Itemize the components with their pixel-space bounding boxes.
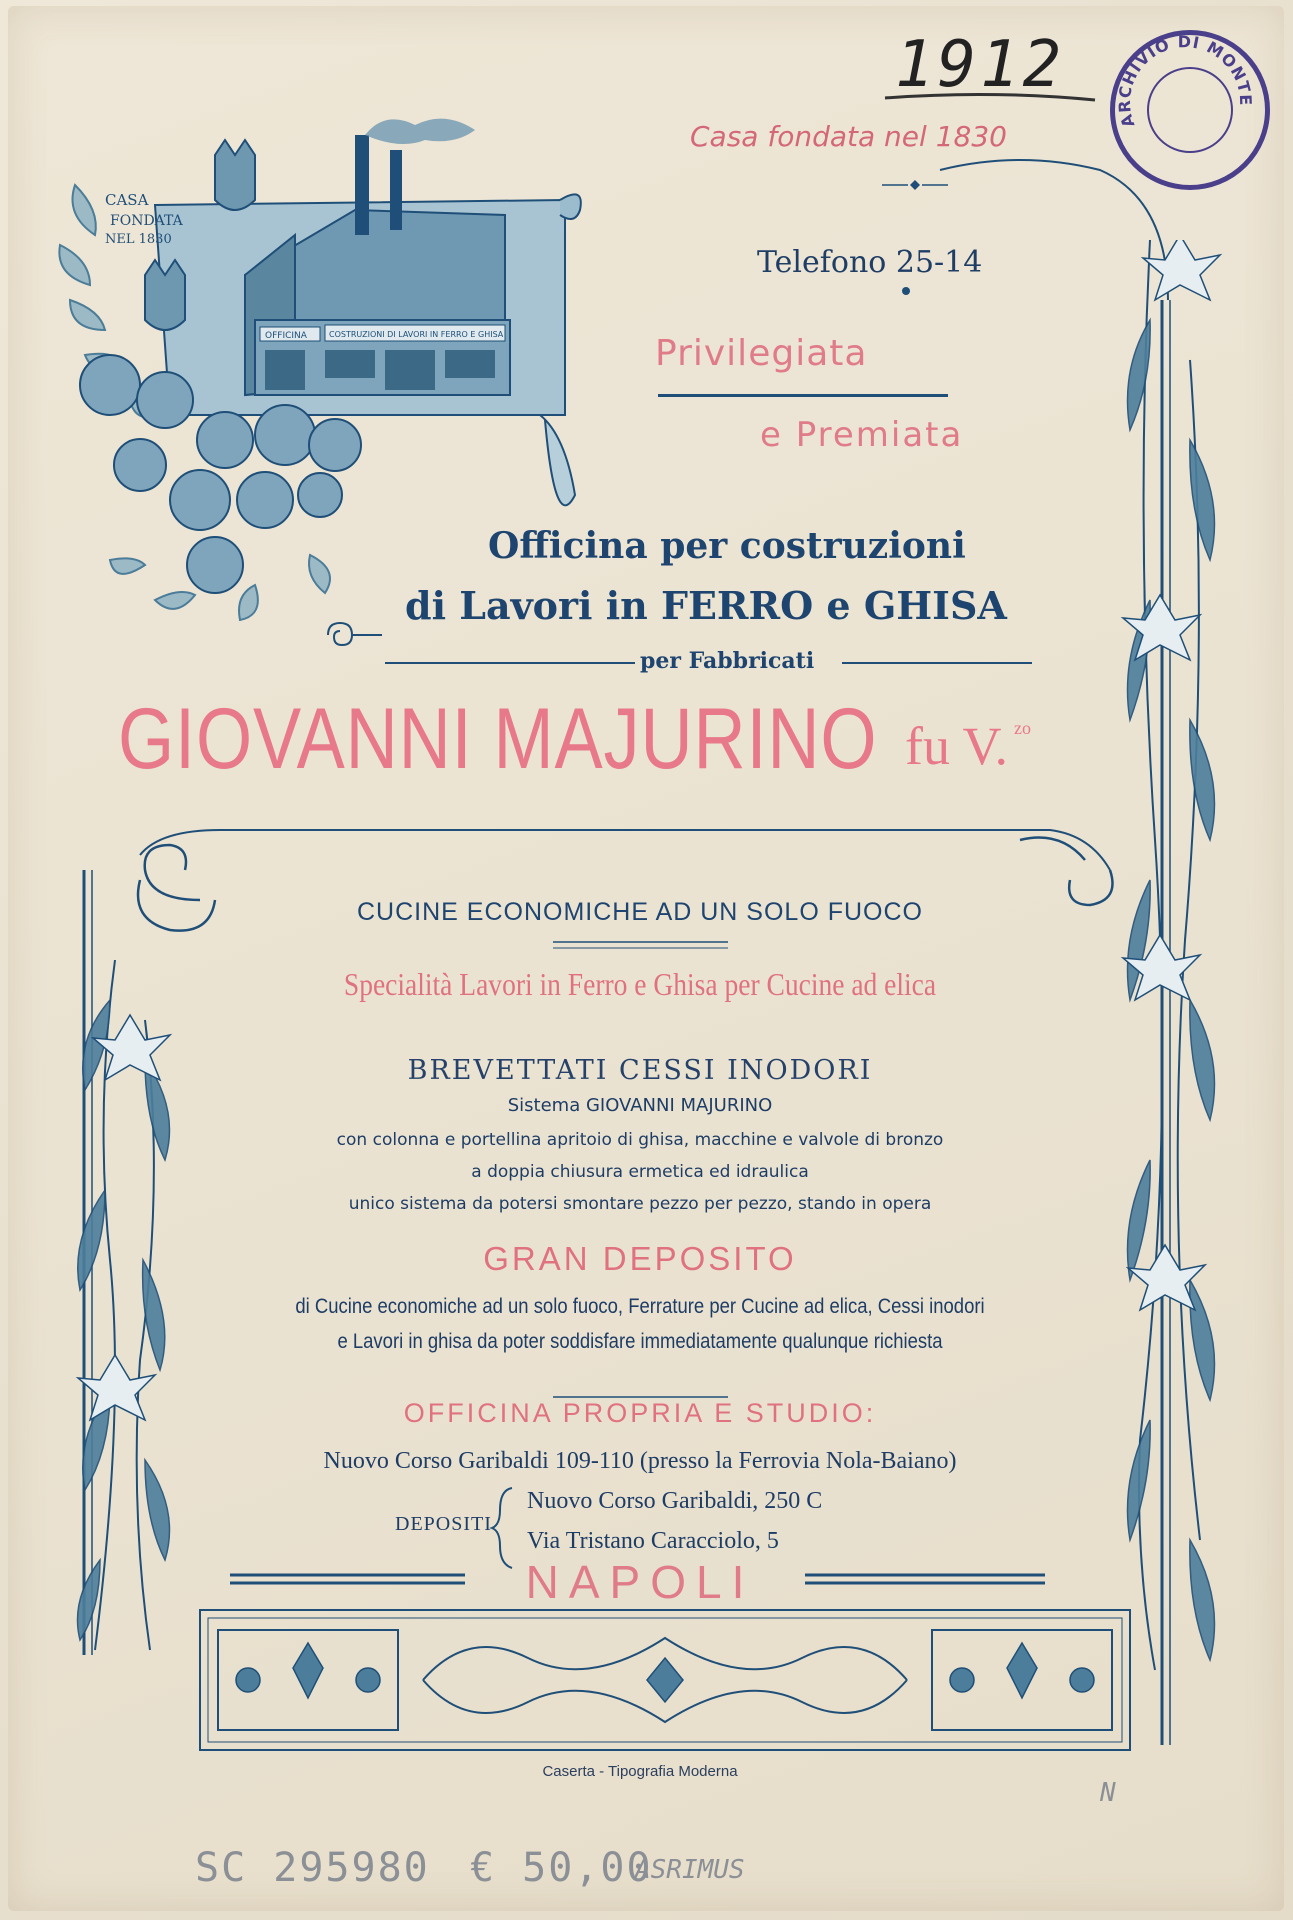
depositi-label: DEPOSITI bbox=[395, 1513, 492, 1535]
desc-line1: con colonna e portellina apritoio di ghisa, macchine e valvole di bronzo bbox=[336, 1130, 944, 1150]
officina-studio-heading: OFFICINA PROPRIA E STUDIO: bbox=[403, 1398, 877, 1428]
gran-line1: di Cucine economiche ad un solo fuoco, Ferrature per Cucine ad elica, Cessi inodori bbox=[295, 1295, 985, 1318]
deposit-address-2: Via Tristano Caracciolo, 5 bbox=[527, 1528, 779, 1554]
vignette-sign-text: COSTRUZIONI DI LAVORI IN FERRO E GHISA bbox=[329, 330, 504, 339]
desc-line2: a doppia chiusura ermetica ed idraulica bbox=[471, 1162, 809, 1182]
left-floral-border bbox=[55, 960, 205, 1660]
printer-line: Caserta - Tipografia Moderna bbox=[542, 1763, 738, 1780]
name-suffix: fu V. bbox=[905, 716, 1009, 776]
premiata: e Premiata bbox=[760, 415, 964, 455]
pencil-mark: N bbox=[1100, 1778, 1116, 1808]
vignette-casa: CASA bbox=[105, 191, 149, 209]
vignette-fondata: FONDATA bbox=[110, 213, 183, 229]
cucine-heading: CUCINE ECONOMICHE AD UN SOLO FUOCO bbox=[357, 898, 923, 926]
title-line2: di Lavori in FERRO e GHISA bbox=[405, 583, 1007, 628]
casa-fondata: Casa fondata nel 1830 bbox=[690, 120, 1007, 153]
company-name: GIOVANNI MAJURINO bbox=[118, 691, 878, 787]
pencil-catalog-number: SC 295980 bbox=[195, 1845, 430, 1891]
telefono: Telefono 25-14 bbox=[757, 245, 983, 280]
specialita-line: Specialità Lavori in Ferro e Ghisa per Cucine ad elica bbox=[343, 966, 937, 1002]
pencil-note: ASRIMUS bbox=[635, 1855, 745, 1885]
gran-line2: e Lavori in ghisa da poter soddisfare immediatamente qualunque richiesta bbox=[337, 1330, 943, 1353]
sistema-line: Sistema GIOVANNI MAJURINO bbox=[507, 1095, 773, 1116]
stamp-text: ARCHIVIO DI MONTE bbox=[1114, 32, 1256, 130]
pencil-price: € 50,00 bbox=[470, 1845, 653, 1891]
privilegiata: Privilegiata bbox=[655, 333, 868, 374]
desc-line3: unico sistema da potersi smontare pezzo per pezzo, stando in opera bbox=[348, 1194, 932, 1214]
brevettati-heading: BREVETTATI CESSI INODORI bbox=[407, 1055, 873, 1086]
title-line1: Officina per costruzioni bbox=[488, 525, 966, 567]
gran-deposito-heading: GRAN DEPOSITO bbox=[483, 1240, 797, 1277]
vignette-nel-1830: NEL 1830 bbox=[105, 232, 172, 247]
title-line3: per Fabbricati bbox=[640, 648, 815, 674]
handwritten-year: 1912 bbox=[895, 28, 1066, 102]
bottom-ornament-panel bbox=[208, 1618, 1122, 1742]
city-napoli: NAPOLI bbox=[525, 1556, 755, 1608]
name-suffix-sup: zo bbox=[1014, 718, 1031, 738]
address-main: Nuovo Corso Garibaldi 109-110 (presso la Ferrovia Nola-Baiano) bbox=[323, 1448, 957, 1474]
deposit-address-1: Nuovo Corso Garibaldi, 250 C bbox=[527, 1488, 823, 1514]
vignette-officina-label: OFFICINA bbox=[265, 331, 307, 341]
